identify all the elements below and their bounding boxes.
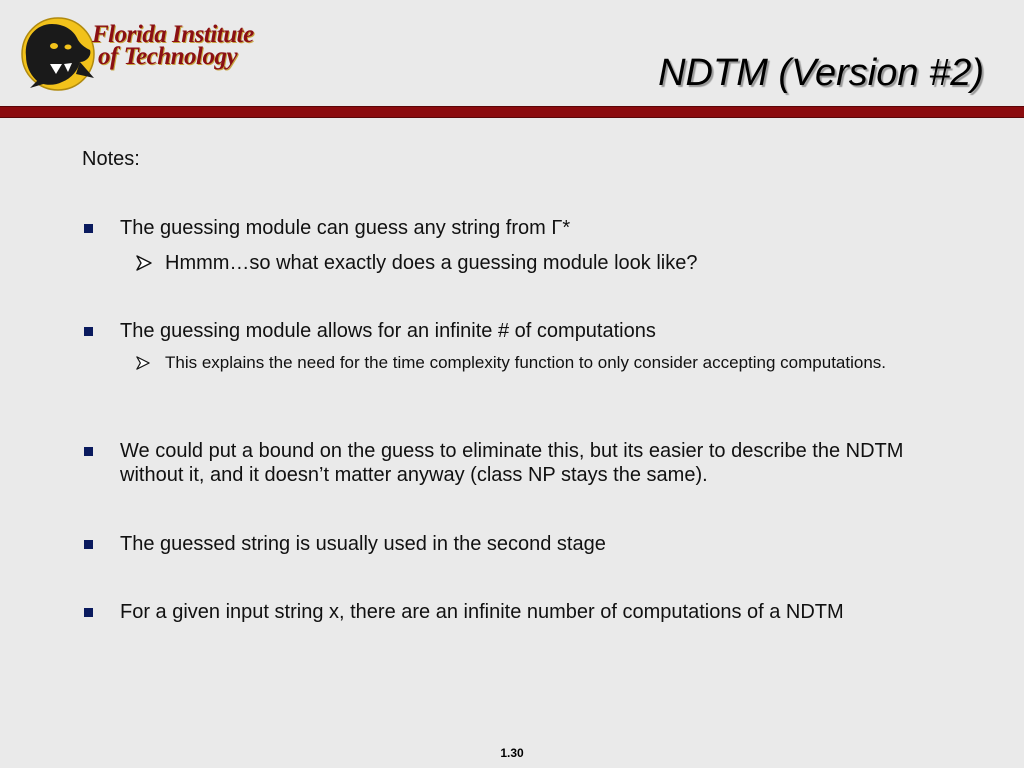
sub-bullet-item — [136, 352, 916, 373]
bullet-text: The guessing module allows for an infinite # of computations — [120, 320, 656, 342]
arrowhead-bullet-icon — [136, 255, 152, 271]
page-number: 1.30 — [500, 746, 524, 760]
sub-bullet-text: Hmmm…so what exactly does a guessing module look like? — [165, 252, 698, 274]
logo-line-2: of Technology — [98, 43, 238, 70]
bullet-text: We could put a bound on the guess to eliminate this, but its easier to describe the NDTM without it, and it doesn’t matter anyway (class NP stays the same). — [120, 440, 904, 486]
bullet-item — [82, 439, 922, 487]
square-bullet-icon — [84, 540, 93, 549]
notes-label: Notes: — [82, 148, 140, 170]
slide-title: NDTM (Version #2) — [658, 52, 984, 94]
header-divider — [0, 106, 1024, 118]
sub-bullet-text: This explains the need for the time complexity function to only consider accepting computations. — [165, 353, 886, 372]
square-bullet-icon — [84, 327, 93, 336]
bullet-item — [82, 216, 922, 240]
arrowhead-bullet-icon — [136, 356, 150, 370]
square-bullet-icon — [84, 224, 93, 233]
bullet-text: The guessing module can guess any string from Γ* — [120, 217, 571, 239]
institution-name — [92, 21, 254, 70]
bullet-text: The guessed string is usually used in the second stage — [120, 533, 606, 555]
logo-line-1: Florida Institute — [92, 21, 254, 48]
bullet-item — [82, 532, 922, 556]
sub-bullet-item — [136, 251, 916, 275]
fit-logo — [20, 16, 260, 92]
square-bullet-icon — [84, 447, 93, 456]
square-bullet-icon — [84, 608, 93, 617]
bullet-text: For a given input string x, there are an infinite number of computations of a NDTM — [120, 601, 844, 623]
bullet-item — [82, 319, 922, 343]
panther-emblem-icon — [20, 16, 100, 92]
bullet-item — [82, 600, 922, 624]
